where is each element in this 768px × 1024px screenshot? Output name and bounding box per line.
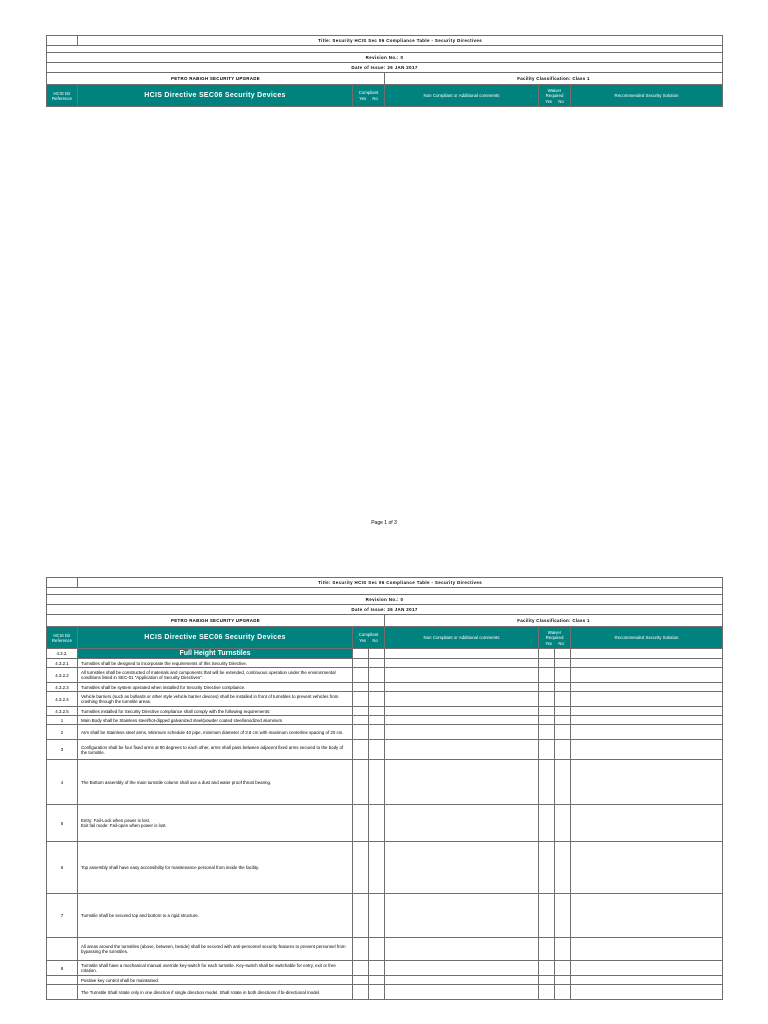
row-ref: 5 [47,805,78,842]
page-2 [46,577,722,1000]
col-solution-header: Recommended Security Solution [571,627,723,649]
waiver-label: Waiver Required [545,87,564,98]
col-comments-header: Non Compliant or Additional comments [385,627,539,649]
column-header-row [47,627,723,649]
row-text: All turnstiles shall be constructed of materials and components that will be extended, continuous operation under the environmental conditions listed in SEC-01 "Application of Security Directives". [78,668,353,683]
table-row [47,760,723,805]
table-row [47,842,723,894]
row-text: Turnstiles installed for Security Directive compliance shall comply with the following requirements: [78,707,353,716]
compliant-yes-label: Yes [359,96,367,101]
project-name: PETRO RABIGH SECURITY UPGRADE [47,73,385,85]
col-directive-header: HCIS Directive SEC06 Security Devices [78,85,353,107]
table-row [47,692,723,707]
row-text: All areas around the turnstiles (above, between, beside) shall be secured with anti-personnel security features to prevent personnel from bypassing the turnstiles. [78,938,353,961]
col-waiver-header [539,85,571,107]
row-ref [47,938,78,961]
compliant-label: Compliant [358,90,379,95]
waiver-no-label: No [558,640,564,646]
row-text: The Turnstile Shall rotate only in one direction if single direction model. Shall rotate in both directions if bi-directional model. [78,985,353,1000]
table-row [47,985,723,1000]
col-ref-header: HCIS Dir Reference [47,85,78,107]
revision-row [47,53,723,63]
row-ref [47,976,78,985]
waiver-yes-label: Yes [545,98,553,104]
col-comments-header: Non Compliant or Additional comments [385,85,539,107]
row-ref: 4.3.2.5 [47,707,78,716]
row-text: The Bottom assembly of the main turnstile column shall use a dust and water proof thrust bearing. [78,760,353,805]
section-ref: 4.3.2. [47,649,78,659]
row-ref [47,985,78,1000]
row-text [78,805,353,842]
col-directive-header: HCIS Directive SEC06 Security Devices [78,627,353,649]
date-of-issue: Date of Issue: 26 JAN 2017 [47,63,723,73]
col-solution-header: Recommended Security Solution [571,85,723,107]
table-row [47,683,723,692]
row-ref: 3 [47,740,78,760]
table-row [47,668,723,683]
project-row [47,615,723,627]
revision-number: Revision No.: 0 [47,53,723,63]
row-ref: 6 [47,842,78,894]
revision-number: Revision No.: 0 [47,595,723,605]
row-text: Turnstiles shall be system operated when installed for Security Directive compliance. [78,683,353,692]
row-text: Arm shall be Stainless steel arms. Minimum schedule 40 pipe, minimum diameter of 3.8 cm with maximum centerline spacing of 20 cm. [78,725,353,740]
row-ref: 4.3.2.2 [47,668,78,683]
row-text: Top assembly shall have easy accessibility for maintenance personal from inside the facility. [78,842,353,894]
waiver-no-label: No [558,98,564,104]
project-row [47,73,723,85]
table-row [47,725,723,740]
table-row [47,805,723,842]
date-of-issue: Date of Issue: 26 JAN 2017 [47,605,723,615]
document-title: Title: Security HCIS Sec 06 Compliance Table - Security Directives [78,578,723,588]
row-text: Main Body shall be Stainless steel/hot-dipped galvanized steel/powder coated steel/anodized aluminum [78,716,353,725]
compliant-no-label: No [372,96,378,101]
row-ref: 4.3.2.1 [47,659,78,668]
revision-row [47,595,723,605]
col-waiver-header [539,627,571,649]
row-text: Configuration shall be four fixed arms at 90 degrees to each other, arms shall pass between adjacent fixed arms secured to the body of the turnstile. [78,740,353,760]
document-title: Title: Security HCIS Sec 06 Compliance Table - Security Directives [78,36,723,46]
column-header-row [47,85,723,107]
waiver-yes-label: Yes [545,640,553,646]
row-ref: 2 [47,725,78,740]
row-text-line-2: Exit fail mode: Fail-open when power is lost. [81,823,167,828]
project-name: PETRO RABIGH SECURITY UPGRADE [47,615,385,627]
section-title: Full Height Turnstiles [78,649,353,659]
row-ref: 1 [47,716,78,725]
compliant-no-label: No [372,638,378,643]
compliance-table-page-1 [46,35,723,107]
row-ref: 4.3.2.4 [47,692,78,707]
compliant-yes-label: Yes [359,638,367,643]
date-row [47,63,723,73]
compliant-label: Compliant [358,632,379,637]
table-row [47,716,723,725]
waiver-label: Waiver Required [545,629,564,640]
date-row [47,605,723,615]
col-compliant-header [353,85,385,107]
page-1 [46,35,722,107]
col-ref-header: HCIS Dir Reference [47,627,78,649]
table-row [47,976,723,985]
row-text: Turnstile shall be secured top and bottom to a rigid structure. [78,894,353,938]
row-text: Turnstiles shall be designed to incorporate the requirements of this Security Directive. [78,659,353,668]
row-ref: 8 [47,961,78,976]
table-row [47,894,723,938]
table-row [47,740,723,760]
row-ref: 4 [47,760,78,805]
row-text-line-1: Entry: Fail-Lock when power is lost. [81,818,151,823]
row-ref: 7 [47,894,78,938]
row-text: Vehicle barriers (such as bollards or other style vehicle barrier devices) shall be installed in front of turnstiles to prevent vehicles from crashing through the turnstile areas. [78,692,353,707]
row-text: Positive key control shall be maintained. [78,976,353,985]
table-row [47,659,723,668]
section-row [47,649,723,659]
table-row [47,707,723,716]
facility-classification: Facility Classification: Class 1 [385,73,723,85]
facility-classification: Facility Classification: Class 1 [385,615,723,627]
col-compliant-header [353,627,385,649]
row-ref: 4.3.2.3 [47,683,78,692]
compliance-table-page-2 [46,577,723,1000]
row-text: Turnstile shall have a mechanical manual override key-switch for each turnstile. Key-switch shall be switchable for entry, exit or free rotation. [78,961,353,976]
table-row [47,938,723,961]
title-row [47,36,723,46]
page-footer: Page 1 of 3 [371,520,397,526]
table-row [47,961,723,976]
title-row [47,578,723,588]
